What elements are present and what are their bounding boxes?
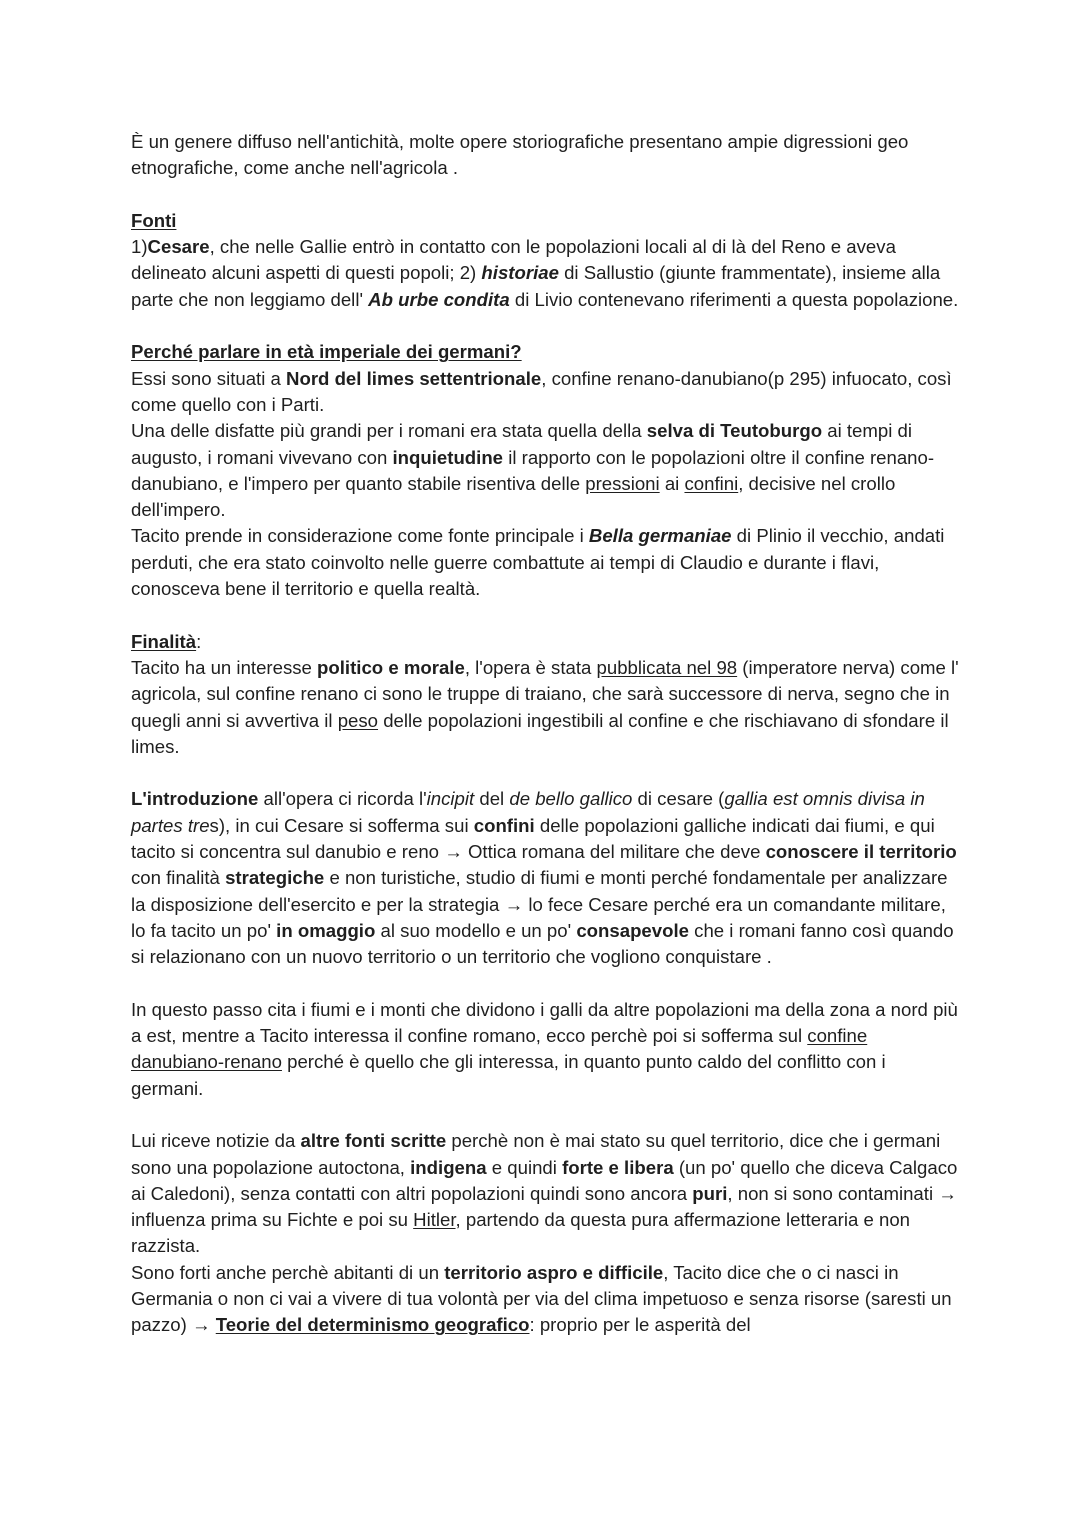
text: L'introduzione [131,788,259,810]
perche-paragraph-1 [131,366,961,419]
fonti-heading [131,208,961,234]
introduzione-paragraph [131,786,961,970]
text: confini [684,472,739,494]
text: pubblicata nel 98 [596,656,738,678]
text: delle popolazioni galliche indicati dai fiumi, e qui tacito si concentra sul danubio e reno → Ottica romana del militare che deve [131,814,935,863]
fonti-paragraph [131,234,961,313]
text: di Livio contenevano riferimenti a questa popolazione. [509,288,959,310]
text: , non si sono contaminati → influenza prima su Fichte e poi su [131,1182,957,1231]
text: (imperatore nerva) come l' agricola, sul confine renano ci sono le truppe di traiano, che sarà successore di nerva, segno che in quegli anni si avvertiva il [131,656,959,731]
text: forte e libera [562,1156,674,1178]
text: indigena [410,1156,487,1178]
text: in omaggio [276,919,376,941]
text: Hitler [413,1209,456,1231]
text: inquietudine [392,446,504,468]
lui-paragraph [131,1128,961,1259]
text: che i romani fanno così quando si relazionano con un nuovo territorio o un territorio che vogliono conquistare . [131,919,954,968]
text: , Tacito dice che o ci nasci in Germania o non ci vai a vivere di tua volontà per via del clima impetuoso e senza risorse (saresti un pazzo) → [131,1261,952,1336]
text: Sono forti anche perchè abitanti di un [131,1261,445,1283]
text: altre fonti scritte [300,1130,447,1152]
text: del [474,788,510,810]
text: puri [692,1182,728,1204]
text: , che nelle Gallie entrò in contatto con le popolazioni locali al di là del Reno e aveva delineato alcuni aspetti di questi popoli; 2) [131,236,896,284]
text: il rapporto con le popolazioni oltre il confine renano-danubiano, e l'impero per quanto stabile risentiva delle [131,446,935,494]
text: , decisive nel crollo dell'impero. [131,472,896,521]
finalita-heading [131,629,961,655]
text: Nord del limes settentrionale [286,367,542,389]
text: Lui riceve notizie da [131,1130,301,1152]
text: conoscere il territorio [765,841,957,863]
text: (un po' quello che diceva Calgaco ai Caledoni), senza contatti con altri popolazioni quindi sono ancora [131,1156,958,1204]
text: strategiche [225,867,325,889]
text: consapevole [576,919,689,941]
intro-paragraph [131,129,961,182]
text: Una delle disfatte più grandi per i romani era stata quella della [131,420,647,442]
text: Essi sono situati a [131,367,287,389]
text: di Sallustio (giunte frammentate), insieme alla parte che non leggiamo dell' [131,262,941,310]
text: Bella germaniae [588,525,732,547]
text: incipit [426,788,475,810]
text: territorio aspro e difficile [444,1261,664,1283]
text: con finalità [131,867,226,889]
text: peso [337,709,379,731]
text: Tacito prende in considerazione come fonte principale i [131,525,589,547]
fonti-heading-text: Fonti [131,209,177,231]
text: : proprio per le asperità del [529,1314,751,1336]
text: ai tempi di augusto, i romani vivevano con [131,420,912,468]
text: all'opera ci ricorda l' [258,788,427,810]
text: politico e morale [317,656,465,678]
text: e quindi [486,1156,563,1178]
perche-paragraph-3 [131,523,961,602]
finalita-heading-text: Finalità [131,630,197,652]
text: confini [473,814,535,836]
text: , partendo da questa pura affermazione letteraria e non razzista. [131,1209,911,1257]
text: Cesare [147,236,210,258]
forti-paragraph [131,1260,961,1339]
text: , l'opera è stata [464,656,597,678]
text: , confine renano-danubiano(p 295) infuocato, così come quello con i Parti. [131,367,952,415]
perche-paragraph-2 [131,418,961,523]
text: al suo modello e un po' [375,919,577,941]
intro-text: È un genere diffuso nell'antichità, molte opere storiografiche presentano ampie digressioni geo etnografiche, come anche nell'agricola . [131,131,909,179]
perche-heading-text: Perché parlare in età imperiale dei germani? [131,341,522,363]
text: ai [659,472,685,494]
text: s), in cui Cesare si sofferma sui [209,814,474,836]
text: confine danubiano-renano [131,1025,868,1073]
text: di Plinio il vecchio, andati perduti, che era stato coinvolto nelle guerre combattute ai tempi di Claudio e durante i flavi, conosceva bene il territorio e quella realtà. [131,525,945,600]
text: In questo passo cita i fiumi e i monti che dividono i galli da altre popolazioni ma della zona a nord più a est, mentre a Tacito interessa il confine romano, ecco perchè poi si sofferma sul [131,998,958,1047]
passo-paragraph [131,997,961,1102]
text: pressioni [585,472,660,494]
perche-heading [131,339,961,365]
text: Teorie del determinismo geografico [215,1314,530,1336]
text: perché è quello che gli interessa, in quanto punto caldo del conflitto con i germani. [131,1051,886,1099]
document-body [131,129,961,1339]
text: Tacito ha un interesse [131,656,318,678]
text: di cesare ( [632,788,725,810]
text: delle popolazioni ingestibili al confine e che rischiavano di sfondare il limes. [131,709,949,757]
text: de bello gallico [509,788,633,810]
text: : [196,630,202,652]
text: e non turistiche, studio di fiumi e monti perché fondamentale per analizzare la disposizione dell'esercito e per la strategia → lo fece Cesare perché era un comandante militare, lo fa tacito un po' [131,867,948,941]
text: 1) [131,236,148,258]
finalita-paragraph [131,655,961,760]
text: perchè non è mai stato su quel territorio, dice che i germani sono una popolazione autoctona, [131,1130,941,1178]
text: Ab urbe condita [368,288,510,310]
text: historiae [481,262,559,284]
text: gallia est omnis divisa in partes tre [131,788,925,836]
text: selva di Teutoburgo [646,420,823,442]
